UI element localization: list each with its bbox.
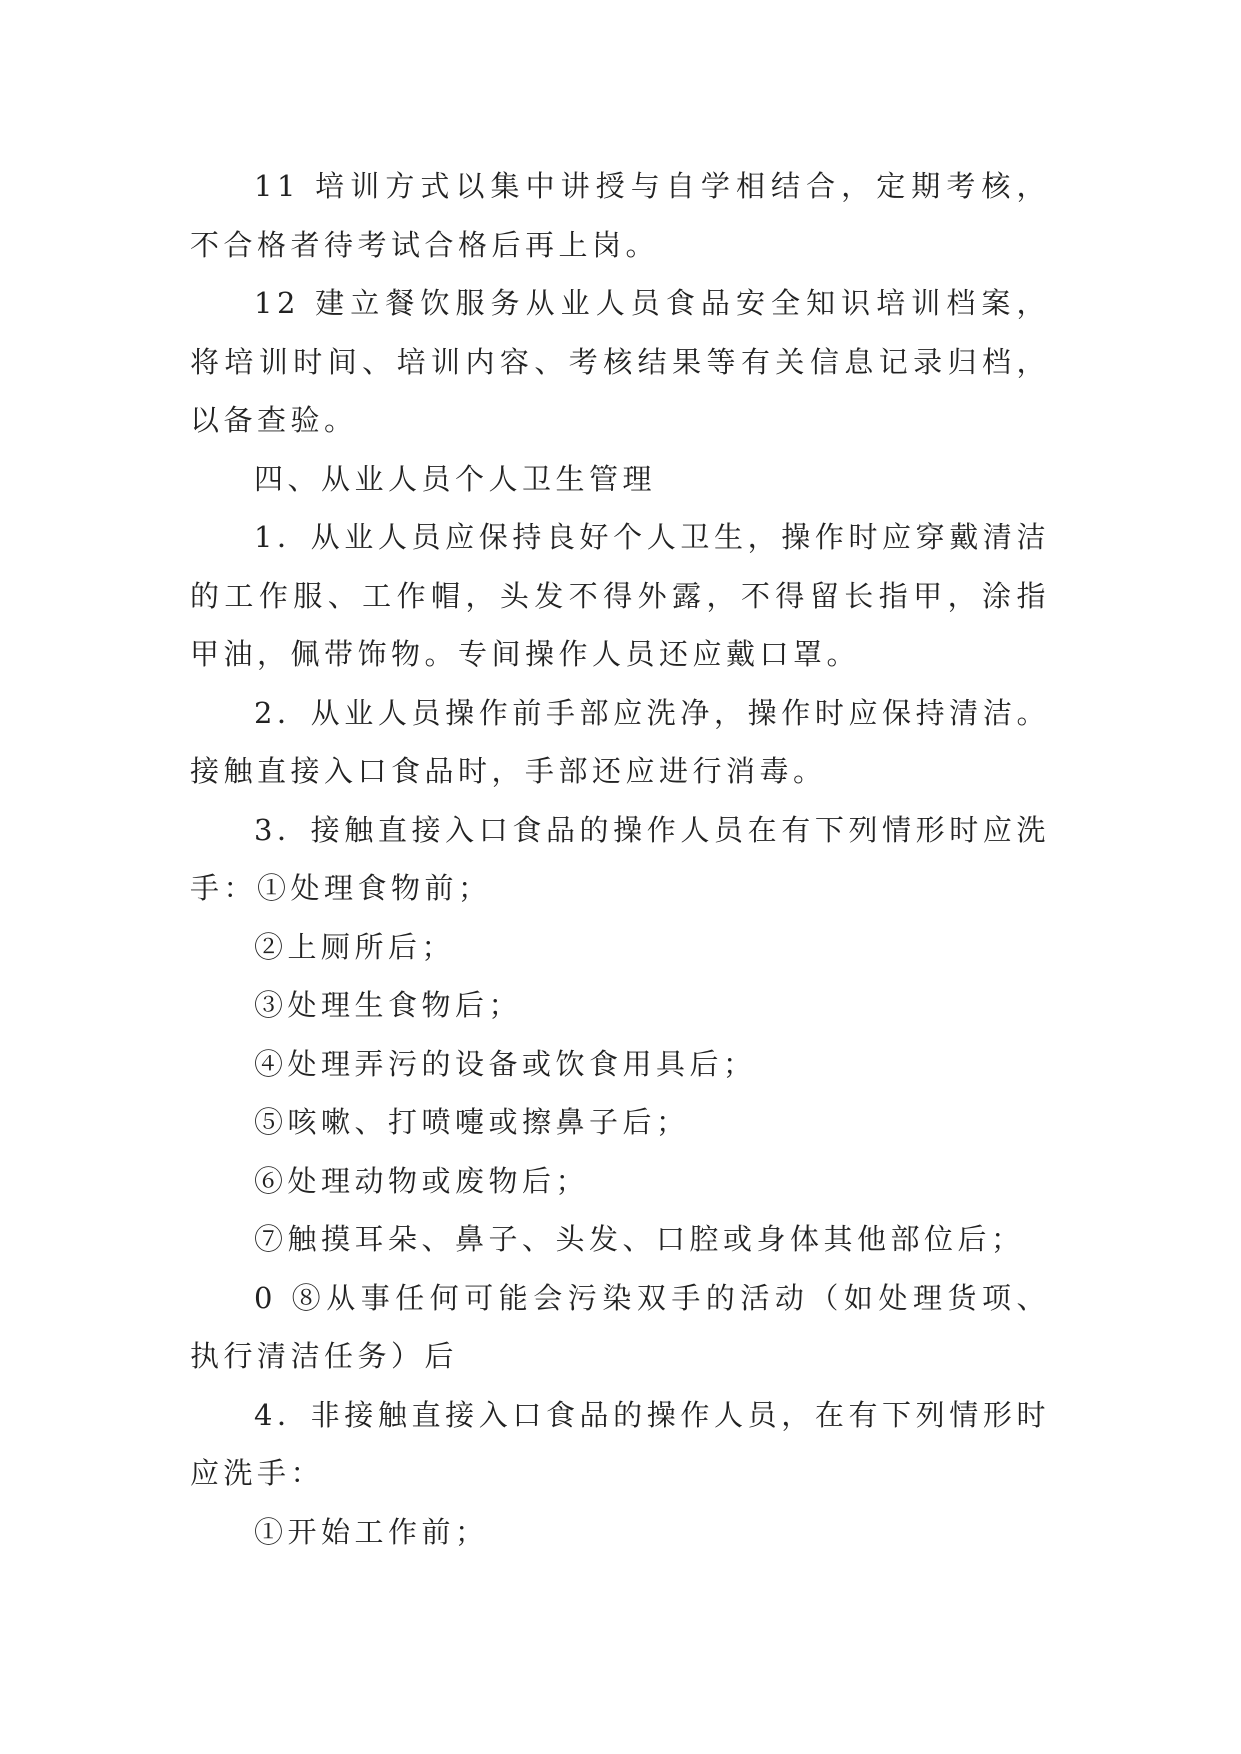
list-item: ②上厕所后；: [254, 929, 456, 964]
list-item: ③处理生食物后；: [254, 988, 523, 1022]
paragraph-hygiene-item-3: 3．接触直接入口食品的操作人员在有下列情形时应洗手：①处理食物前；: [190, 812, 1050, 905]
list-item: ⑤咳嗽、打喷嚏或擦鼻子后；: [254, 1105, 690, 1139]
paragraph-training-method: 11 培训方式以集中讲授与自学相结合，定期考核，不合格者待考试合格后再上岗。: [190, 169, 1050, 262]
list-item: 0 ⑧从事任何可能会污染双手的活动（如处理货项、执行清洁任务）后: [190, 1280, 1050, 1373]
paragraph-hygiene-item-1: 1．从业人员应保持良好个人卫生，操作时应穿戴清洁的工作服、工作帽，头发不得外露，不得留长指甲，涂指甲油，佩带饰物。专间操作人员还应戴口罩。: [190, 520, 1050, 671]
paragraph-hygiene-item-4: 4．非接触直接入口食品的操作人员，在有下列情形时应洗手：: [190, 1397, 1050, 1490]
list-item: ①开始工作前；: [254, 1514, 489, 1549]
list-item: ⑦触摸耳朵、鼻子、头发、口腔或身体其他部位后；: [254, 1222, 1025, 1256]
section-heading-personal-hygiene: 四、从业人员个人卫生管理: [254, 461, 657, 496]
list-item: ⑥处理动物或废物后；: [254, 1163, 590, 1198]
paragraph-hygiene-item-2: 2．从业人员操作前手部应洗净，操作时应保持清洁。接触直接入口食品时，手部还应进行消毒。: [190, 695, 1050, 788]
document-body: [190, 157, 1050, 1561]
list-item: ④处理弄污的设备或饮食用具后；: [254, 1046, 757, 1081]
paragraph-training-records: 12 建立餐饮服务从业人员食品安全知识培训档案，将培训时间、培训内容、考核结果等有关信息记录归档，以备查验。: [190, 286, 1050, 437]
